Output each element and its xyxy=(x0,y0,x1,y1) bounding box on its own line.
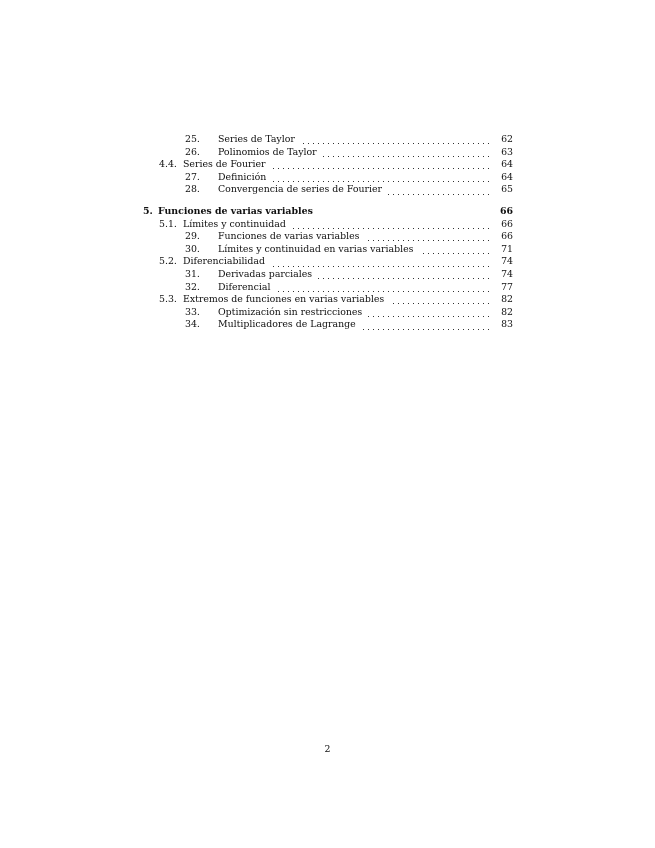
dot-leader xyxy=(301,134,491,147)
entry-title: Límites y continuidad en varias variables xyxy=(218,243,414,255)
entry-page: 71 xyxy=(501,243,513,255)
entry-page: 82 xyxy=(501,306,513,318)
dot-leader xyxy=(276,282,491,295)
entry-number: 29. xyxy=(185,231,200,243)
entry-number: 25. xyxy=(185,134,200,145)
section-page: 64 xyxy=(501,159,513,171)
dot-leader xyxy=(292,219,491,232)
entry-number: 34. xyxy=(185,319,200,331)
chapter-number: 5. xyxy=(143,205,153,217)
section-title: Límites y continuidad xyxy=(183,218,286,230)
entry-title: Derivadas parciales xyxy=(218,268,313,280)
section-title: Series de Fourier xyxy=(183,159,266,171)
toc-entry[interactable] xyxy=(143,184,513,197)
entry-title: Funciones de varias variables xyxy=(218,231,360,243)
toc-entry[interactable] xyxy=(143,319,513,332)
entry-title: Diferencial xyxy=(218,281,271,293)
toc-entry[interactable] xyxy=(143,282,513,295)
toc-section[interactable] xyxy=(143,219,513,232)
entry-page: 66 xyxy=(501,231,513,243)
entry-page: 74 xyxy=(501,268,513,280)
section-page: 82 xyxy=(501,294,513,306)
dot-leader xyxy=(272,159,491,172)
section-title: Diferenciabilidad xyxy=(183,256,266,268)
dot-leader xyxy=(318,269,491,282)
toc-entry[interactable] xyxy=(143,269,513,282)
entry-number: 32. xyxy=(185,281,200,293)
toc-entry[interactable] xyxy=(143,172,513,185)
section-number: 5.1. xyxy=(159,218,177,230)
section-title: Extremos de funciones en varias variables xyxy=(183,294,385,306)
toc-entry[interactable] xyxy=(143,307,513,320)
entry-number: 30. xyxy=(185,243,200,255)
section-page: 74 xyxy=(501,256,513,268)
entry-number: 26. xyxy=(185,146,200,158)
dot-leader xyxy=(388,184,491,197)
section-number: 4.4. xyxy=(159,159,177,171)
toc-entry[interactable] xyxy=(143,134,513,147)
entry-page: 63 xyxy=(501,146,513,158)
toc-section[interactable] xyxy=(143,294,513,307)
section-page: 66 xyxy=(501,218,513,230)
entry-title: Optimización sin restricciones xyxy=(218,306,363,318)
dot-leader xyxy=(419,244,491,257)
entry-title: Multiplicadores de Lagrange xyxy=(218,319,356,331)
entry-number: 27. xyxy=(185,171,200,183)
entry-number: 31. xyxy=(185,268,200,280)
dot-leader xyxy=(323,147,491,160)
dot-leader xyxy=(272,172,491,185)
dot-leader xyxy=(271,256,491,269)
toc-section[interactable] xyxy=(143,256,513,269)
table-of-contents xyxy=(143,134,513,332)
page-number: 2 xyxy=(324,744,331,755)
entry-title: Polinomios de Taylor xyxy=(218,146,317,158)
dot-leader xyxy=(368,307,491,320)
entry-number: 33. xyxy=(185,306,200,318)
chapter-page: 66 xyxy=(499,205,513,217)
entry-number: 28. xyxy=(185,184,200,196)
entry-page: 65 xyxy=(501,184,513,196)
section-number: 5.2. xyxy=(159,256,177,268)
toc-entry[interactable] xyxy=(143,244,513,257)
section-number: 5.3. xyxy=(159,294,177,306)
entry-title: Series de Taylor xyxy=(218,134,295,145)
dot-leader xyxy=(365,231,491,244)
chapter-title: Funciones de varias variables xyxy=(158,205,313,217)
toc-entry[interactable] xyxy=(143,231,513,244)
entry-page: 83 xyxy=(501,319,513,331)
dot-leader xyxy=(362,319,491,332)
entry-page: 64 xyxy=(501,171,513,183)
dot-leader xyxy=(390,294,491,307)
entry-title: Definición xyxy=(218,171,267,183)
entry-page: 62 xyxy=(501,134,513,145)
toc-entry[interactable] xyxy=(143,147,513,160)
toc-chapter[interactable] xyxy=(143,206,513,219)
toc-section[interactable] xyxy=(143,159,513,172)
entry-title: Convergencia de series de Fourier xyxy=(218,184,383,196)
entry-page: 77 xyxy=(501,281,513,293)
